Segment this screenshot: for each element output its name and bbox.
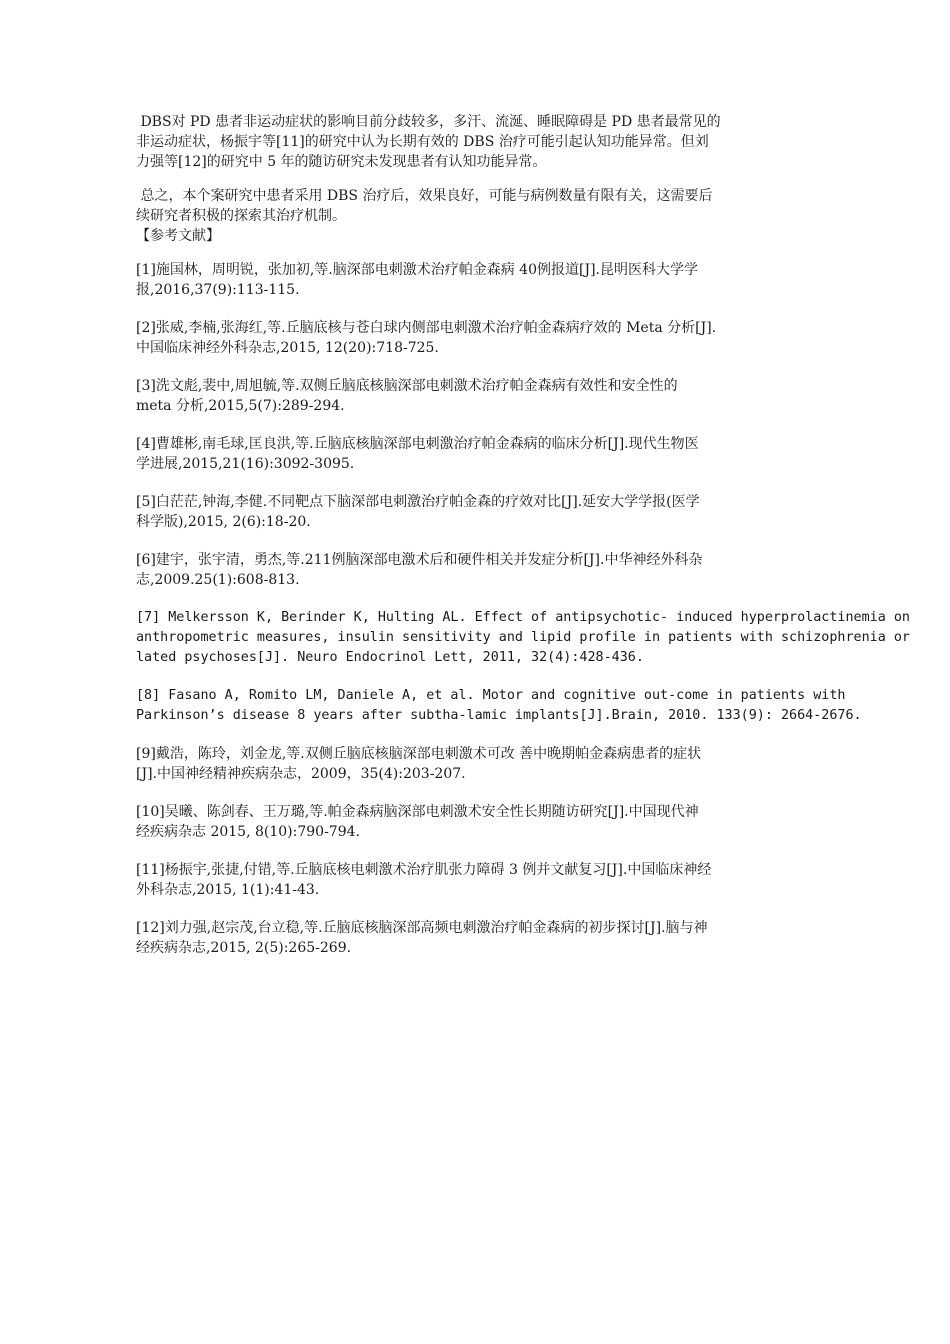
paragraph-line: 续研究者积极的探索其治疗机制。: [136, 208, 346, 224]
reference-line: [3]洗文彪,裴中,周旭毓,等.双侧丘脑底核脑深部电刺激术治疗帕金森病有效性和安全性的: [136, 378, 678, 394]
reference-item: [136, 608, 942, 668]
reference-item: [136, 318, 942, 358]
reference-line: 报,2016,37(9):113-115.: [136, 282, 300, 298]
body-paragraph: [136, 186, 942, 226]
reference-line: 经疾病杂志 2015, 8(10):790-794.: [136, 824, 360, 840]
reference-line: [8] Fasano A, Romito LM, Daniele A, et al. Motor and cognitive out-come in patients with: [136, 688, 846, 703]
reference-line: 科学版),2015, 2(6):18-20.: [136, 514, 311, 530]
reference-line: [4]曹雄彬,南毛球,匡良洪,等.丘脑底核脑深部电刺激治疗帕金森病的临床分析[J].现代生物医: [136, 436, 699, 452]
reference-line: [2]张威,李楠,张海红,等.丘脑底核与苍白球内侧部电刺激术治疗帕金森病疗效的 Meta 分析[J].: [136, 320, 717, 336]
reference-line: Parkinson’s disease 8 years after subtha-lamic implants[J].Brain, 2010. 133(9): 2664-2676.: [136, 708, 862, 723]
paragraph-line: 力强等[12]的研究中 5 年的随访研究未发现患者有认知功能异常。: [136, 154, 547, 170]
reference-line: [11]杨振宇,张捷,付错,等.丘脑底核电刺激术治疗肌张力障碍 3 例并文献复习[J].中国临床神经: [136, 862, 712, 878]
reference-line: anthropometric measures, insulin sensitivity and lipid profile in patients with schizophrenia or: [136, 630, 910, 645]
reference-item: [136, 686, 942, 726]
reference-item: [136, 376, 942, 416]
reference-line: 志,2009.25(1):608-813.: [136, 572, 300, 588]
page-content: [136, 112, 942, 976]
paragraph-line: 总之，本个案研究中患者采用 DBS 治疗后，效果良好，可能与病例数量有限有关，这需要后: [136, 188, 713, 204]
reference-line: [10]吴曦、陈剑春、王万璐,等.帕金森病脑深部电刺激术安全性长期随访研究[J].中国现代神: [136, 804, 699, 820]
reference-line: 外科杂志,2015, 1(1):41-43.: [136, 882, 320, 898]
reference-line: [5]白茫茫,钟海,李健.不同靶点下脑深部电刺激治疗帕金森的疗效对比[J].延安大学学报(医学: [136, 494, 700, 510]
reference-list: [136, 260, 942, 958]
reference-item: [136, 434, 942, 474]
reference-item: [136, 492, 942, 532]
reference-line: 学进展,2015,21(16):3092-3095.: [136, 456, 355, 472]
reference-line: [6]建宇，张宇清，勇杰,等.211例脑深部电激术后和硬件相关并发症分析[J].中华神经外科杂: [136, 552, 703, 568]
paragraph-line: 非运动症状，杨振宇等[11]的研究中认为长期有效的 DBS 治疗可能引起认知功能异常。但刘: [136, 134, 709, 150]
reference-line: meta 分析,2015,5(7):289-294.: [136, 398, 345, 414]
reference-line: [12]刘力强,赵宗茂,台立稳,等.丘脑底核脑深部高频电刺激治疗帕金森病的初步探讨[J].脑与神: [136, 920, 708, 936]
reference-item: [136, 918, 942, 958]
body-paragraph: [136, 112, 942, 172]
reference-line: [7] Melkersson K, Berinder K, Hulting AL. Effect of antipsychotic- induced hyperprolactinemia on: [136, 610, 910, 625]
reference-line: 中国临床神经外科杂志,2015, 12(20):718-725.: [136, 340, 439, 356]
paragraph-line: DBS对 PD 患者非运动症状的影响目前分歧较多，多汗、流涎、睡眠障碍是 PD 患者最常见的: [136, 114, 721, 130]
reference-item: [136, 744, 942, 784]
reference-line: [1]施国林，周明锐，张加初,等.脑深部电刺激术治疗帕金森病 40例报道[J].昆明医科大学学: [136, 262, 698, 278]
reference-line: [J].中国神经精神疾病杂志，2009，35(4):203-207.: [136, 766, 466, 782]
body-text: [136, 112, 942, 226]
references-heading: 【参考文献】: [136, 228, 220, 244]
reference-line: lated psychoses[J]. Neuro Endocrinol Lett, 2011, 32(4):428-436.: [136, 650, 644, 665]
reference-line: [9]戴浩，陈玲，刘金龙,等.双侧丘脑底核脑深部电刺激术可改 善中晚期帕金森病患者的症状: [136, 746, 702, 762]
reference-item: [136, 802, 942, 842]
reference-item: [136, 860, 942, 900]
reference-item: [136, 260, 942, 300]
reference-item: [136, 550, 942, 590]
reference-line: 经疾病杂志,2015, 2(5):265-269.: [136, 940, 352, 956]
